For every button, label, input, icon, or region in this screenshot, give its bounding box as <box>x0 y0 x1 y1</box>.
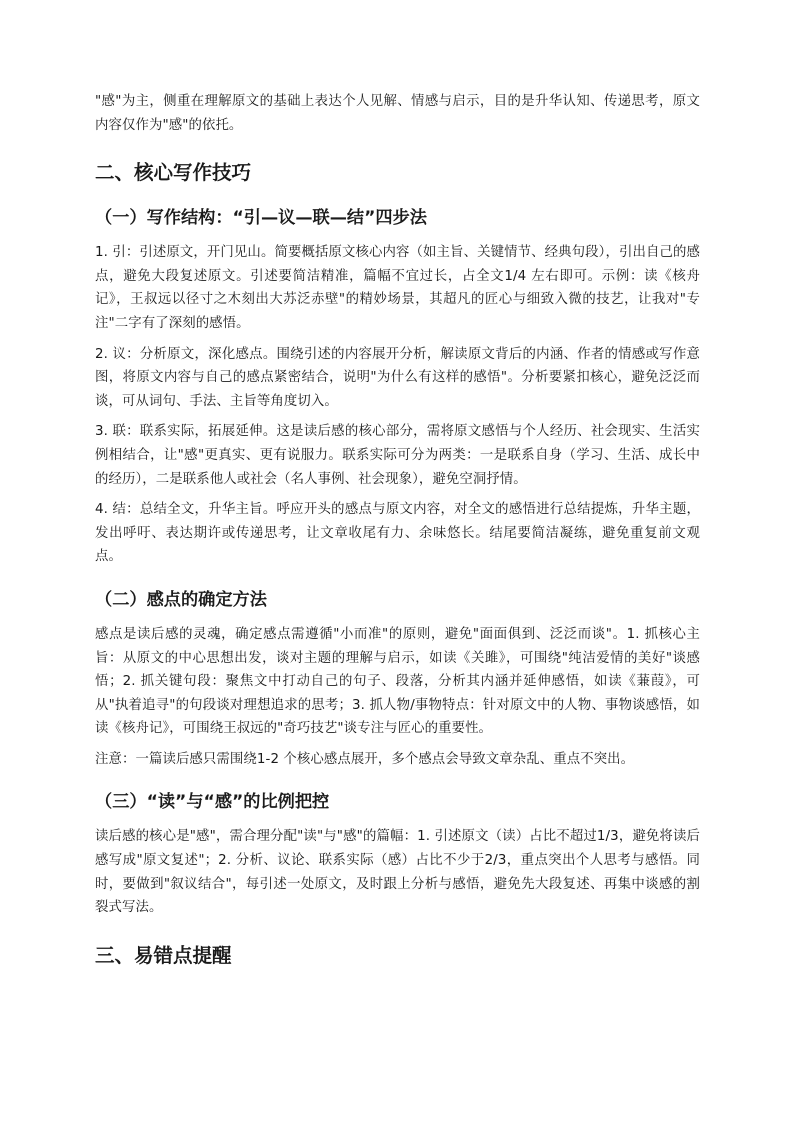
subsection-sentiment-heading: （二）感点的确定方法 <box>95 589 267 610</box>
ratio-paragraph: 读后感的核心是"感"，需合理分配"读"与"感"的篇幅：1. 引述原文（读）占比不超过1/3，避免将读后感写成"原文复述"；2. 分析、议论、联系实际（感）占比不少于2/3，重点突出个人思考与感悟。同时，要做到"叙议结合"，每引述一处原文，及时跟上分析与感悟，避免先大段复述、再集中谈感的割裂式写法。 <box>95 829 700 916</box>
step-4-paragraph: 4. 结：总结全文，升华主旨。呼应开头的感点与原文内容，对全文的感悟进行总结提炼，升华主题，发出呼吁、表达期许或传递思考，让文章收尾有力、余味悠长。结尾要简洁凝练，避免重复前文观点。 <box>95 502 700 565</box>
intro-continuation-paragraph: "感"为主，侧重在理解原文的基础上表达个人见解、情感与启示，目的是升华认知、传递思考，原文内容仅作为"感"的依托。 <box>95 94 700 133</box>
subsection-ratio-heading: （三）“读”与“感”的比例把控 <box>95 792 330 813</box>
section-3-heading: 三、易错点提醒 <box>95 943 232 967</box>
step-3-paragraph: 3. 联：联系实际，拓展延伸。这是读后感的核心部分，需将原文感悟与个人经历、社会现实、生活实例相结合，让"感"更真实、更有说服力。联系实际可分为两类：一是联系自身（学习、生活、成长中的经历），二是联系他人或社会（名人事例、社会现象），避免空洞抒情。 <box>95 424 700 487</box>
section-2-heading: 二、核心写作技巧 <box>95 161 252 185</box>
sentiment-method-paragraph: 感点是读后感的灵魂，确定感点需遵循"小而准"的原则，避免"面面俱到、泛泛而谈"。1. 抓核心主旨：从原文的中心思想出发，谈对主题的理解与启示，如读《关雎》，可围绕"纯洁爱情的美好"谈感悟；2. 抓关键句段：聚焦文中打动自己的句子、段落，分析其内涵并延伸感悟，如读《蒹葭》，可从"执着追寻"的句段谈对理想追求的思考；3. 抓人物/事物特点：针对原文中的人物、事物谈感悟，如读《核舟记》，可围绕王叔远的"奇巧技艺"谈专注与匠心的重要性。 <box>95 626 700 737</box>
step-1-paragraph: 1. 引：引述原文，开门见山。简要概括原文核心内容（如主旨、关键情节、经典句段），引出自己的感点，避免大段复述原文。引述要简洁精准，篇幅不宜过长，占全文1/4 左右即可。示例：读《核舟记》，王叔远以径寸之木刻出大苏泛赤壁"的精妙场景，其超凡的匠心与细致入微的技艺，让我对"专注"二字有了深刻的感悟。 <box>95 245 700 331</box>
subsection-structure-heading: （一）写作结构：“引—议—联—结”四步法 <box>95 208 427 229</box>
step-2-paragraph: 2. 议：分析原文，深化感点。围绕引述的内容展开分析，解读原文背后的内涵、作者的情感或写作意图，将原文内容与自己的感点紧密结合，说明"为什么有这样的感悟"。分析要紧扣核心，避免泛泛而谈，可从词句、手法、主旨等角度切入。 <box>95 346 700 409</box>
sentiment-note-paragraph: 注意：一篇读后感只需围绕1-2 个核心感点展开，多个感点会导致文章杂乱、重点不突出。 <box>95 751 635 767</box>
document-page <box>95 90 700 986</box>
